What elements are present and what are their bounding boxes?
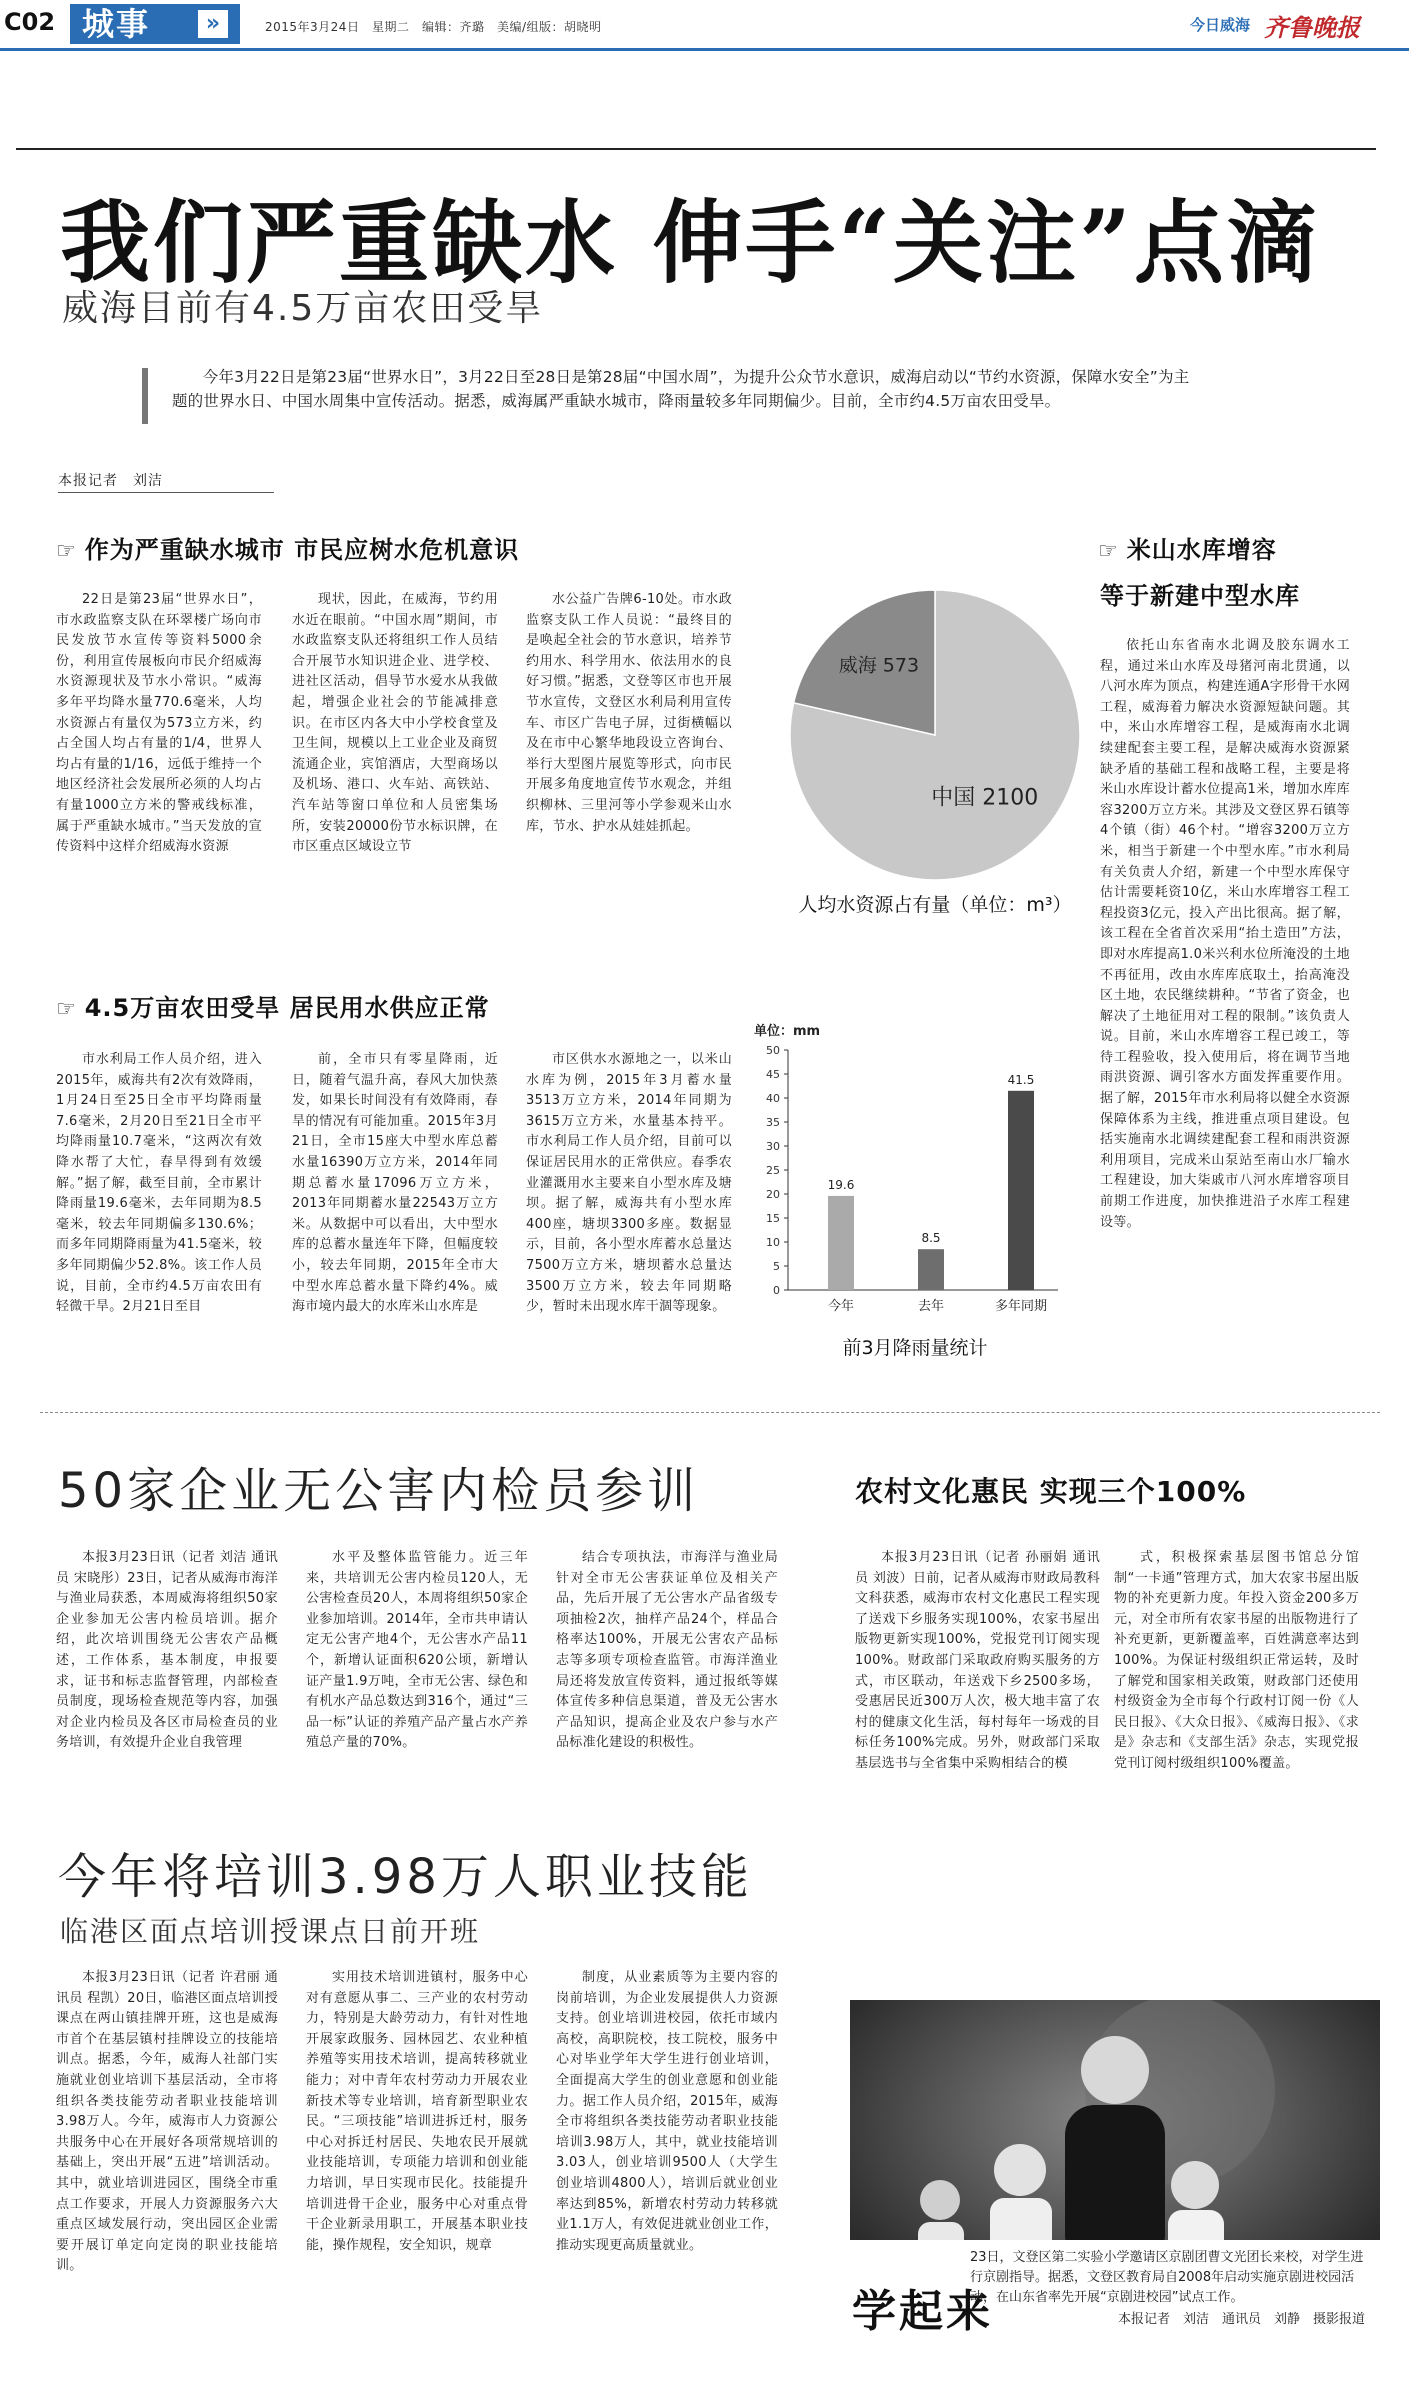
- article2-col2: [306, 1548, 528, 1798]
- bar-y-tick-label: 35: [766, 1116, 780, 1129]
- pie-chart-svg: [770, 585, 1100, 885]
- pointing-hand-icon: ☞: [1098, 539, 1119, 564]
- pie-label-0: 中国 2100: [931, 785, 1039, 811]
- sec1-col2-text: 现状，因此，在威海，节约用水近在眼前。“中国水周”期间，市水政监察支队还将组织工作人员结合开展节水知识进企业、进学校、进社区活动，倡导节水爱水从我做起，增强企业社会的节能减排意识。在市区内各大中小学校食堂及卫生间，规模以上工业企业及商贸流通企业，宾馆酒店，大型商场以及机场、港口、火车站、高铁站、汽车站等窗口单位和人员密集场所，安装20000份节水标识牌，在市区重点区域设立节: [292, 592, 498, 855]
- bar-2: [1008, 1091, 1034, 1290]
- article2-col2-text: 水平及整体监管能力。近三年来，共培训无公害内检员120人，无公害检查员20人，本周将组织50家企业参加培训。2014年，全市共申请认定无公害产地4个，无公害水产品11个，新增认证面积620公顷，新增认证产量1.9万吨，全市无公害、绿色和有机水产品总数达到316个，通过“三品一标”认证的养殖产品产量占水产养殖总产量的70%。: [306, 1550, 528, 1751]
- page-number: C02: [4, 8, 56, 36]
- sec2-col2-text: 前，全市只有零星降雨，近日，随着气温升高，春风大加快蒸发，如果长时间没有有效降雨，春旱的情况有可能加重。2015年3月21日，全市15座大中型水库总蓄水量16390万立方米，2014年同期总蓄水量17096万立方米，2013年同期蓄水量22543万立方米。从数据中可以看出，大中型水库的总蓄水量连年下降，但幅度较小，较去年同期，2015年全市大中型水库总蓄水量下降约4%。威海市境内最大的水库米山水库是: [292, 1052, 498, 1315]
- side-column-text: 依托山东省南水北调及胶东调水工程，通过米山水库及母猪河南北贯通，以八河水库为顶点，构建连通A字形骨干水网工程，威海着力解决水资源短缺问题。其中，米山水库增容工程，是威海南水北调续建配套主要工程，是解决威海水资源紧缺矛盾的基础工程和战略工程，主要是将米山水库设计蓄水位提高1米，增加水库库容3200万立方米。其涉及文登区界石镇等4个镇（街）46个村。“增容3200万立方米，相当于新建一个中型水库。”市水利局有关负责人介绍，新建一个中型水库保守估计需要耗资10亿，米山水库增容工程工程投资3亿元，投入产出比很高。据了解，该工程在全省首次采用“抬土造田”方法，即对水库提高1.0米兴利水位所淹没的土地不再征用，改由水库库底取土，抬高淹没区土地，农民继续耕种。“节省了资金，也解决了土地征用对工程的限制。”该负责人说。目前，米山水库增容工程已竣工，等待工程验收，投入使用后，将在调节当地雨洪资源、调引客水方面发挥重要作用。据了解，2015年市水利局将以健全水资源保障体系为主线，推进重点项目建设。包括实施南水北调续建配套工程和雨洪资源利用项目，完成米山泵站至南山水厂输水工程建设，加大柒戚市八河水库增容项目前期工作进度，加快推进沿子水库工程建设等。: [1100, 638, 1350, 1230]
- article2-col1-text: 本报3月23日讯（记者 刘洁 通讯员 宋晓彤）23日，记者从威海市海洋与渔业局获悉，本周威海将组织50家企业参加无公害内检员培训。据介绍，此次培训围绕无公害农产品概述，工作体系，基本制度，申报要求，证书和标志监督管理，内部检查员制度，现场检查规范等内容，加强对企业内检员及各区市局检查员的业务培训，有效提升企业自我管理: [56, 1550, 278, 1751]
- byline-rule: [58, 492, 274, 493]
- bar-y-tick-label: 20: [766, 1188, 780, 1201]
- bar-chart: [740, 1015, 1070, 1365]
- sec2-col3-text: 市区供水水源地之一，以米山水库为例，2015年3月蓄水量3513万立方米，2014年同期为3615万立方米，水量基本持平。市水利局工作人员介绍，目前可以保证居民用水的正常供应。春季农业灌溉用水主要来自小型水库及塘坝。据了解，威海共有小型水库400座，塘坝3300多座。数据显示，目前，各小型水库蓄水总量达7500万立方米，塘坝蓄水总量达3500万立方米，较去年同期略少，暂时未出现水库干涸等现象。: [526, 1052, 732, 1315]
- lead-bar: [142, 368, 148, 424]
- sec1-col2: [292, 590, 498, 920]
- date-line: 2015年3月24日 星期二 编辑：齐璐 美编/组版：胡晓明: [265, 20, 602, 34]
- bar-y-tick-label: 50: [766, 1044, 780, 1057]
- section-tag: [70, 4, 240, 44]
- side-title-2: 等于新建中型水库: [1100, 582, 1300, 610]
- article2-headline: 50家企业无公害内检员参训: [58, 1463, 700, 1519]
- sec2-col3: [526, 1050, 732, 1386]
- article3-col1: [855, 1548, 1100, 1968]
- bar-y-tick-label: 15: [766, 1212, 780, 1225]
- pie-chart-title: 人均水资源占有量（单位：m³）: [798, 894, 1072, 916]
- bar-y-label: 单位：mm: [754, 1024, 821, 1039]
- bar-y-tick-label: 30: [766, 1140, 780, 1153]
- sec1-col3: [526, 590, 732, 920]
- dashed-divider: [40, 1412, 1380, 1413]
- brand-today-weihai: 今日威海: [1190, 16, 1251, 34]
- article4-col1: [56, 1968, 278, 2368]
- bar-value-label-2: 41.5: [1007, 1072, 1035, 1087]
- article4-subhead: 临港区面点培训授课点日前开班: [60, 1915, 481, 1948]
- bar-chart-title: 前3月降雨量统计: [842, 1337, 988, 1359]
- article3-col2-text: 式，积极探索基层图书馆总分馆制“一卡通”管理方式，加大农家书屋出版物的补充更新力度。年投入资金200多万元，对全市所有农家书屋的出版物进行了补充更新，更新覆盖率，百姓满意率达到100%。为保证村级组织正常运转，及时了解党和国家相关政策，财政部门还使用村级资金为全市每个行政村订阅一份《人民日报》、《大众日报》、《威海日报》、《求是》杂志和《支部生活》杂志，实现党报党刊订阅村级组织100%覆盖。: [1114, 1550, 1359, 1771]
- main-headline: 我们严重缺水 伸手“关注”点滴: [60, 190, 1320, 296]
- article4-col3-text: 制度，从业素质等为主要内容的岗前培训，为企业发展提供人力资源支持。创业培训进校园，依托市域内高校，高职院校，技工院校，服务中心对毕业学年大学生进行创业培训，全面提高大学生的创业意愿和创业能力。据工作人员介绍，2015年，威海全市将组织各类技能劳动者职业技能培训3.98万人，其中，就业技能培训3.03人，创业培训9500人（大学生创业培训4800人），培训后就业创业率达到85%，新增农村劳动力转移就业1.1万人，有效促进就业创业工作，推动实现更高质量就业。: [556, 1970, 778, 2253]
- bar-y-tick-label: 5: [773, 1260, 780, 1273]
- article2-col3: [556, 1548, 778, 1798]
- bar-y-tick-label: 45: [766, 1068, 780, 1081]
- bar-y-tick-label: 0: [773, 1284, 780, 1297]
- bar-value-label-0: 19.6: [827, 1177, 855, 1192]
- bar-y-tick-label: 40: [766, 1092, 780, 1105]
- sec1-col1: [56, 590, 262, 920]
- article4-col3: [556, 1968, 778, 2368]
- main-byline: 本报记者 刘洁: [58, 473, 163, 489]
- article4-col1-text: 本报3月23日讯（记者 许君丽 通讯员 程凯）20日，临港区面点培训授课点在两山镇挂牌开班，这也是威海市首个在基层镇村挂牌设立的技能培训点。据悉，今年，威海人社部门实施就业创业培训下基层活动，全市将组织各类技能劳动者职业技能培训3.98万人。今年，威海市人力资源公共服务中心在开展好各项常规培训的基础上，突出开展“五进”培训活动。其中，就业培训进园区，围绕全市重点工作要求，开展人力资源服务六大重点区域发展行动，突出园区企业需要开展订单定向定岗的职业技能培训。: [56, 1970, 278, 2274]
- chevron-right-icon: »: [198, 10, 228, 38]
- article4-col2-text: 实用技术培训进镇村，服务中心对有意愿从事二、三产业的农村劳动力，特别是大龄劳动力，有针对性地开展家政服务、园林园艺、农业种植养殖等实用技术培训，提高转移就业能力；对中青年农村劳动力开展农业新技术等专业培训，培育新型职业农民。“三项技能”培训进拆迁村，服务中心对拆迁村居民、失地农民开展就业技能培训，专项能力培训和创业能力培训，早日实现市民化。技能提升培训进骨干企业，服务中心对重点骨干企业新录用职工，开展基本职业技能，操作规程，安全知识，规章: [306, 1970, 528, 2253]
- bar-category-label-2: 多年同期: [994, 1299, 1048, 1314]
- pie-chart: [770, 585, 1100, 945]
- side-title-1-text: 米山水库增容: [1126, 536, 1277, 564]
- photo-caption: [970, 2248, 1365, 2330]
- section1-title: [56, 530, 519, 565]
- lead-paragraph: 今年3月22日是第23届“世界水日”，3月22日至28日是第28届“中国水周”，为提升公众节水意识，威海启动以“节约水资源，保障水安全”为主题的世界水日、中国水周集中宣传活动。据悉，威海属严重缺水城市，降雨量较多年同期偏少。目前，全市约4.5万亩农田受旱。: [172, 368, 1190, 410]
- pointing-hand-icon: ☞: [56, 539, 77, 564]
- article3-col1-text: 本报3月23日讯（记者 孙丽娟 通讯员 刘波）日前，记者从威海市财政局教科文科获悉，威海市农村文化惠民工程实现了送戏下乡服务实现100%，农家书屋出版物更新实现100%，党报党刊订阅实现100%。财政部门采取政府购买服务的方式，市区联动，年送戏下乡2500多场，受惠居民近300万人次，极大地丰富了农村的健康文化生活，每村每年一场戏的目标任务100%完成。另外，财政部门采取基层选书与全省集中采购相结合的模: [855, 1550, 1100, 1771]
- main-subhead: 威海目前有4.5万亩农田受旱: [62, 288, 544, 329]
- article3-col2: [1114, 1548, 1359, 1968]
- sec2-col1: [56, 1050, 262, 1386]
- article3-headline: 农村文化惠民 实现三个100%: [855, 1475, 1247, 1508]
- section2-title-text: 4.5万亩农田受旱 居民用水供应正常: [84, 994, 490, 1022]
- side-column: [1100, 636, 1350, 1396]
- bar-chart-svg: [740, 1015, 1070, 1325]
- bar-value-label-1: 8.5: [921, 1231, 941, 1246]
- bar-category-label-1: 去年: [917, 1299, 945, 1314]
- article4-col2: [306, 1968, 528, 2368]
- section1-title-text: 作为严重缺水城市 市民应树水危机意识: [84, 536, 520, 564]
- top-rule: [16, 148, 1376, 150]
- article2-col3-text: 结合专项执法，市海洋与渔业局针对全市无公害获证单位及相关产品，先后开展了无公害水产品省级专项抽检2次，抽样产品24个，样品合格率达100%，开展无公害农产品标志等多项专项检查监管。市海洋渔业局还将发放宣传资料，通过报纸等媒体宣传多种信息渠道，普及无公害水产品知识，提高企业及农户参与水产品标准化建设的积极性。: [556, 1550, 778, 1751]
- photo-caption-text: 23日，文登区第二实验小学邀请区京剧团曹文光团长来校，对学生进行京剧指导。据悉，文登区教育局自2008年启动实施京剧进校园活动，在山东省率先开展“京剧进校园”试点工作。: [970, 2250, 1364, 2305]
- pointing-hand-icon: ☞: [56, 997, 77, 1022]
- article2-col1: [56, 1548, 278, 1798]
- bar-y-tick-label: 25: [766, 1164, 780, 1177]
- sec1-col3-text: 水公益广告牌6-10处。市水政监察支队工作人员说：“最终目的是唤起全社会的节水意识，培养节约用水、科学用水、依法用水的良好习惯。”据悉，文登等区市也开展节水宣传，文登区水利局利用宣传车、市区广告电子屏，过街横幅以及在市中心繁华地段设立咨询台、举行大型图片展览等形式，向市民开展多角度地宣传节水观念，并组织柳林、三里河等小学参观米山水库，节水、护水从娃娃抓起。: [526, 592, 732, 834]
- section-label: 城事: [82, 5, 151, 43]
- bar-y-tick-label: 10: [766, 1236, 780, 1249]
- section2-title: [56, 988, 490, 1023]
- sec1-col1-text: 22日是第23届“世界水日”，市水政监察支队在环翠楼广场向市民发放节水宣传等资料5000余份，利用宣传展板向市民介绍威海水资源现状及节水小常识。“威海多年平均降水量770.6毫米，人均水资源占有量仅为573立方米，约占全国人均占有量的1/4，世界人均占有量的1/16，远低于维持一个地区经济社会发展所必须的人均占有量1000立方米的警戒线标准，属于严重缺水城市。”当天发放的宣传资料中这样介绍威海水资源: [56, 592, 262, 855]
- sec2-col1-text: 市水利局工作人员介绍，进入2015年，威海共有2次有效降雨，1月24日至25日全市平均降雨量7.6毫米，2月20日至21日全市平均降雨量10.7毫米，“这两次有效降水帮了大忙，春旱得到有效缓解。”据了解，截至目前，全市累计降雨量19.6毫米，去年同期为8.5毫米，较去年同期偏多130.6%；而多年同期降雨量为41.5毫米，较多年同期偏少52.8%。该工作人员说，目前，全市约4.5万亩农田有轻微干旱。2月21日至目: [56, 1052, 262, 1315]
- pie-label-1: 威海 573: [838, 654, 920, 677]
- photo-title: 学起来: [852, 2286, 993, 2337]
- header-rule: [0, 48, 1409, 51]
- article4-headline: 今年将培训3.98万人职业技能: [58, 1849, 753, 1905]
- bar-category-label-0: 今年: [827, 1299, 855, 1314]
- newspaper-logo: 齐鲁晚报: [1264, 13, 1360, 42]
- photo-credit: 本报记者 刘洁 通讯员 刘静 摄影报道: [1117, 2312, 1365, 2327]
- bar-0: [828, 1196, 854, 1290]
- bar-1: [918, 1249, 944, 1290]
- sec2-col2: [292, 1050, 498, 1386]
- side-title-1: [1098, 530, 1277, 565]
